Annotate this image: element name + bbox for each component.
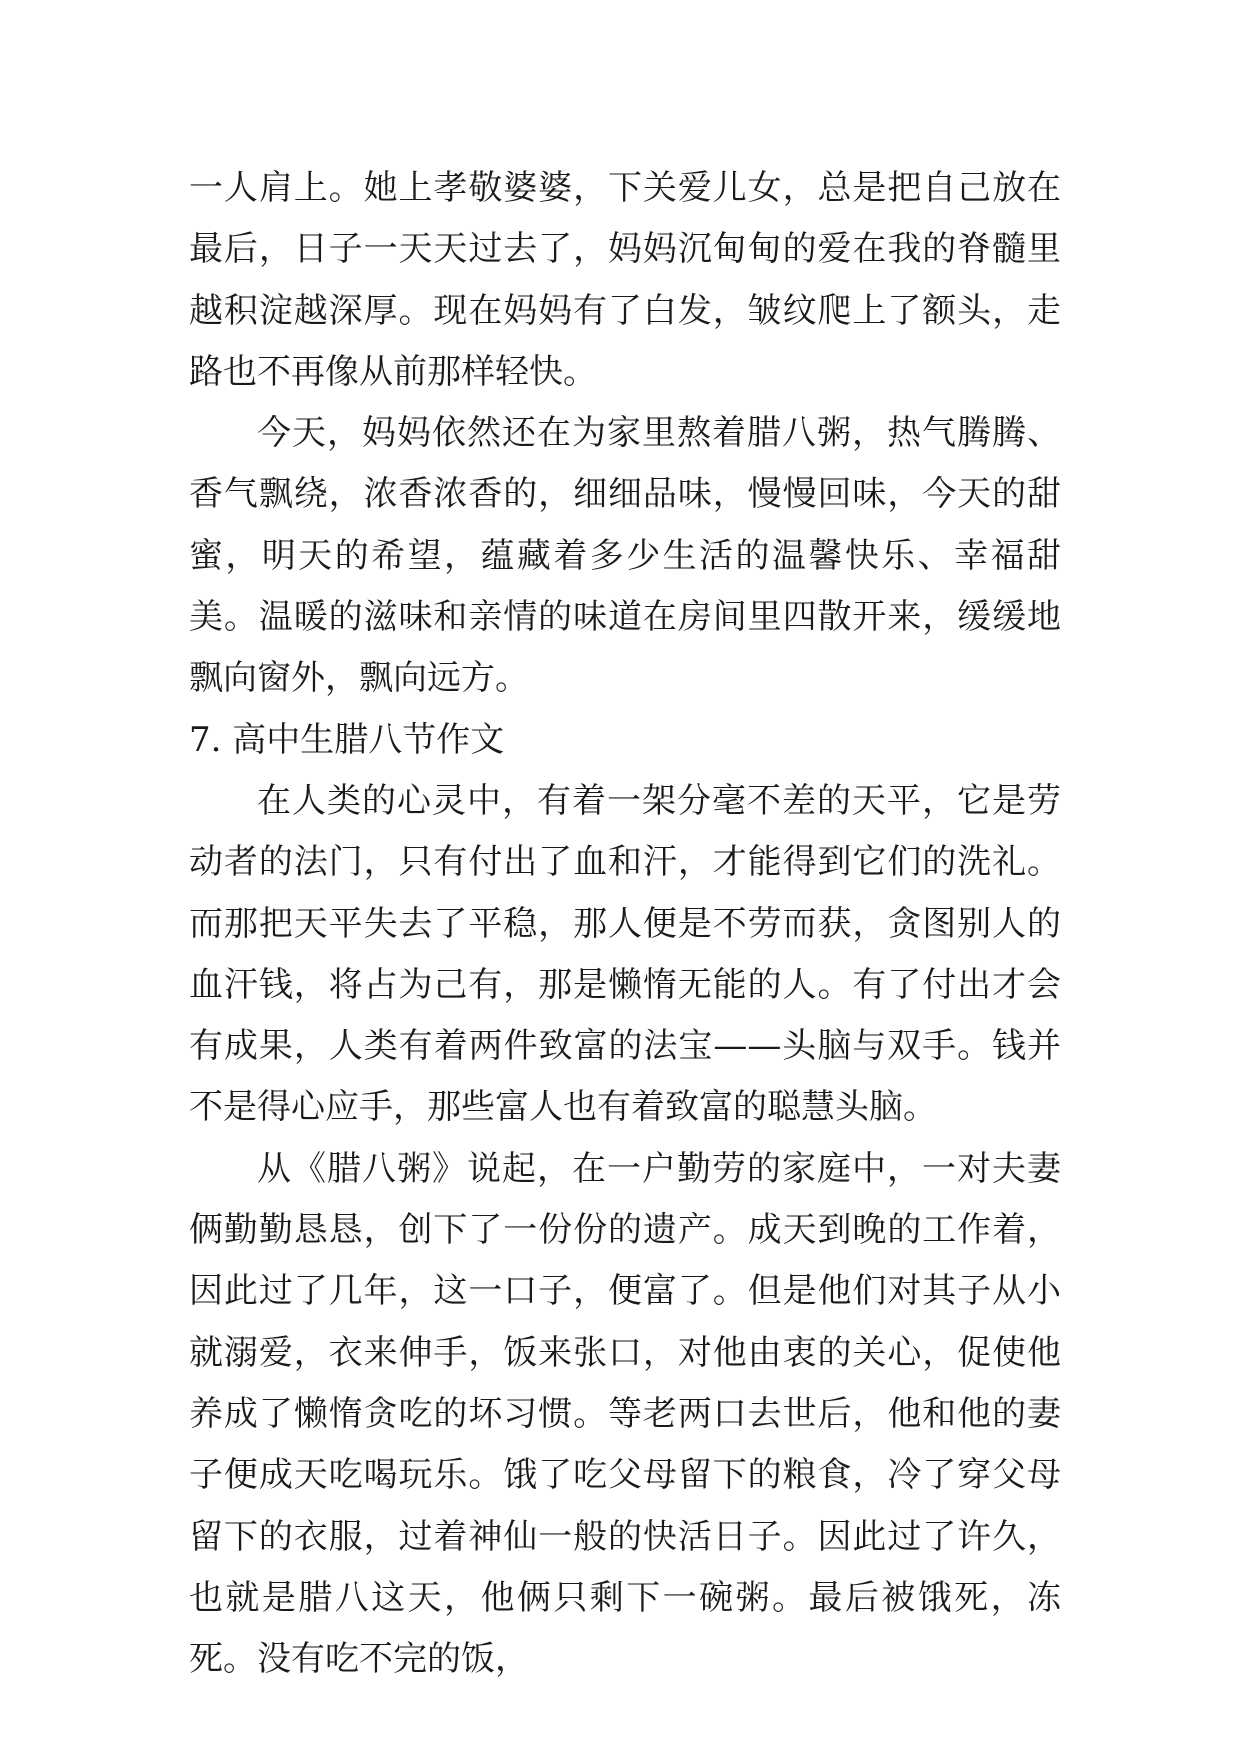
paragraph: 一人肩上。她上孝敬婆婆，下关爱儿女，总是把自己放在最后，日子一天天过去了，妈妈沉甸甸的爱在我的脊髓里越积淀越深厚。现在妈妈有了白发，皱纹爬上了额头，走路也不再像从前那样轻快。 (189, 168, 1061, 392)
document-body (189, 158, 1061, 1690)
paragraph: 在人类的心灵中，有着一架分毫不差的天平，它是劳动者的法门，只有付出了血和汗，才能得到它们的洗礼。而那把天平失去了平稳，那人便是不劳而获，贪图别人的血汗钱，将占为己有，那是懒惰无能的人。有了付出才会有成果，人类有着两件致富的法宝——头脑与双手。钱并不是得心应手，那些富人也有着致富的聪慧头脑。 (189, 780, 1061, 1128)
paragraph: 从《腊八粥》说起，在一户勤劳的家庭中，一对夫妻俩勤勤恳恳，创下了一份份的遗产。成天到晚的工作着，因此过了几年，这一口子，便富了。但是他们对其子从小就溺爱，衣来伸手，饭来张口，对他由衷的关心，促使他养成了懒惰贪吃的坏习惯。等老两口去世后，他和他的妻子便成天吃喝玩乐。饿了吃父母留下的粮食，冷了穿父母留下的衣服，过着神仙一般的快活日子。因此过了许久，也就是腊八这天，他俩只剩下一碗粥。最后被饿死，冻死。没有吃不完的饭， (189, 1148, 1061, 1680)
section-heading: 7. 高中生腊八节作文 (189, 719, 505, 760)
paragraph: 今天，妈妈依然还在为家里熬着腊八粥，热气腾腾、香气飘绕，浓香浓香的，细细品味，慢慢回味，今天的甜蜜，明天的希望，蕴藏着多少生活的温馨快乐、幸福甜美。温暖的滋味和亲情的味道在房间里四散开来，缓缓地飘向窗外，飘向远方。 (189, 413, 1061, 699)
